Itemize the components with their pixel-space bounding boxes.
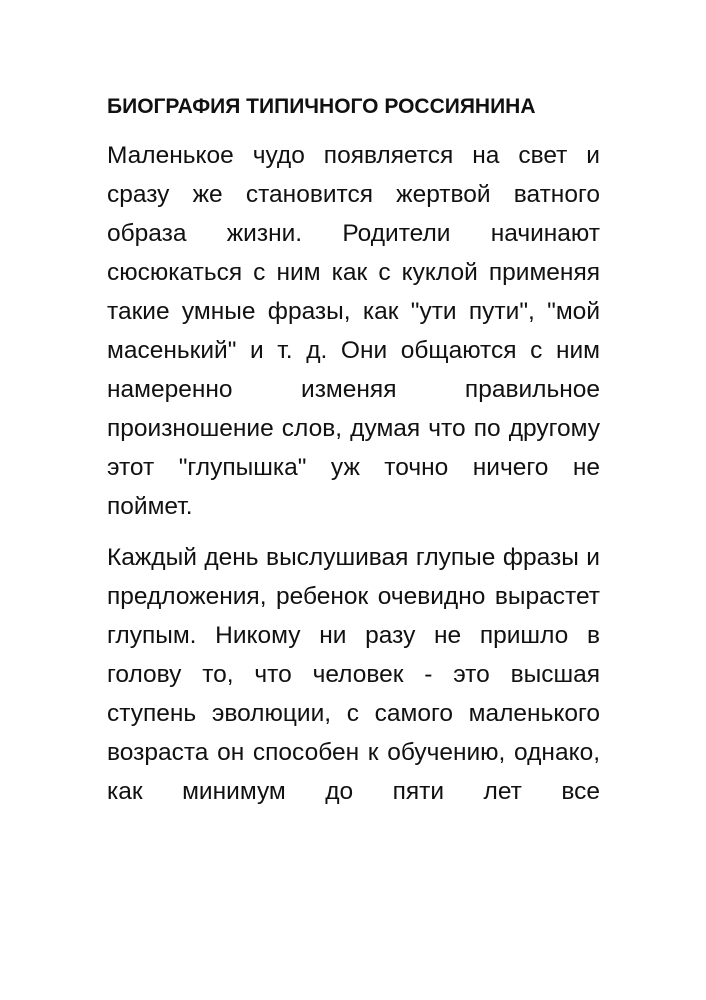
paragraph-2: Каждый день выслушивая глупые фразы и предложения, ребенок очевидно вырастет глупым. Никому ни разу не пришло в голову то, что человек - это высшая ступень эволюции, с самого маленького возраста он способен к обучению, однако, как минимум до пяти лет все <box>107 544 600 805</box>
paragraph-1: Маленькое чудо появляется на свет и сразу же становится жертвой ватного образа жизни. Родители начинают сюсюкаться с ним как с куклой применяя такие умные фразы, как "ути пути", "мой масенький" и т. д. Они общаются с ним намеренно изменяя правильное произношение слов, думая что по другому этот "глупышка" уж точно ничего не поймет. <box>107 142 600 520</box>
document-page <box>107 88 600 823</box>
document-title: БИОГРАФИЯ ТИПИЧНОГО РОССИЯНИНА <box>107 95 536 118</box>
